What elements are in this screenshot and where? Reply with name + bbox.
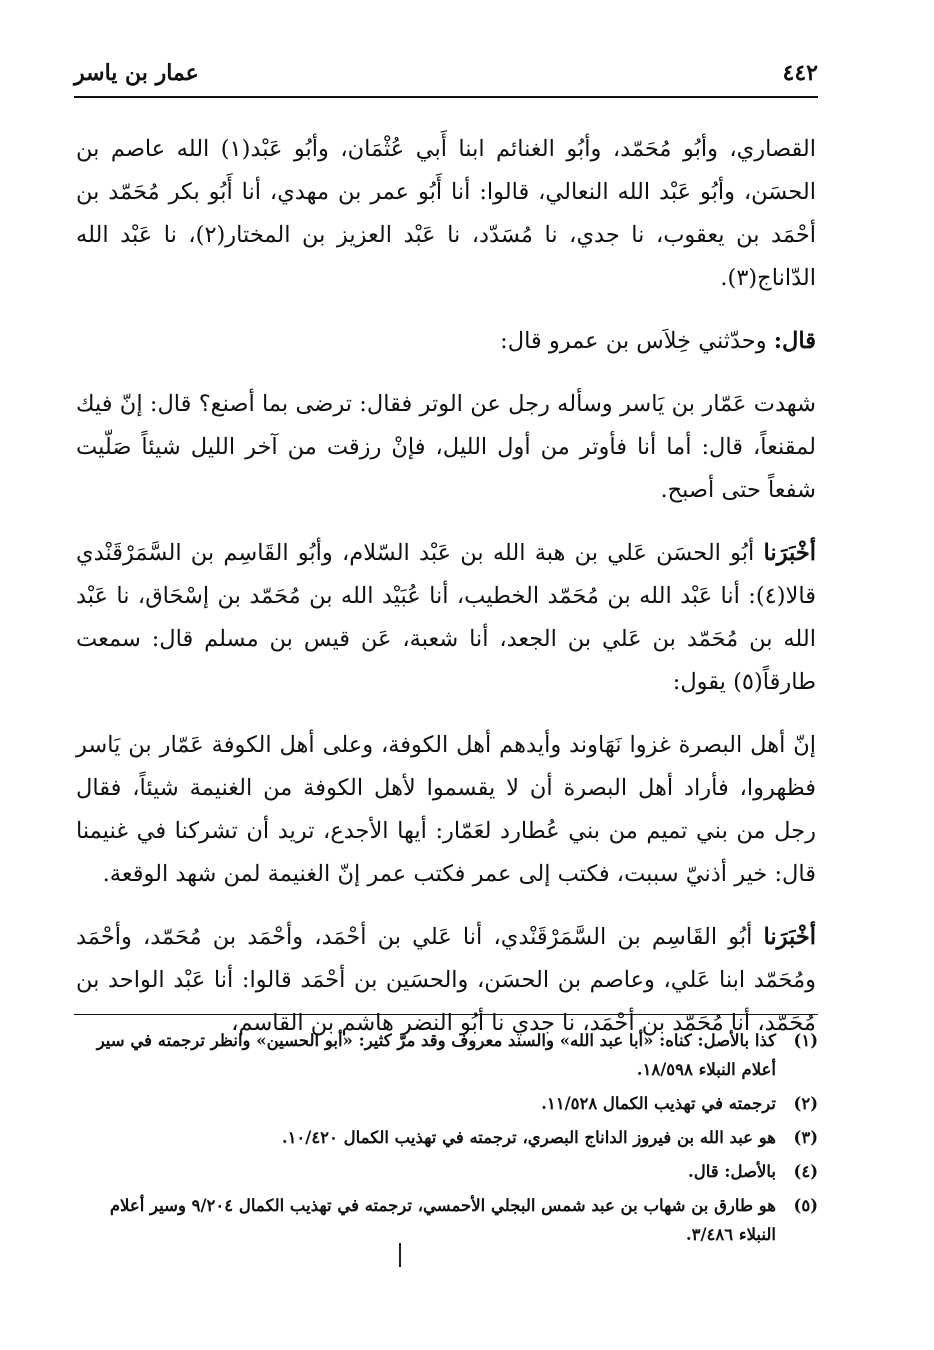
footnote xyxy=(76,1191,818,1249)
page-header xyxy=(74,58,818,92)
paragraph xyxy=(76,128,816,300)
paragraph-text: القصاري، وأبُو مُحَمّد، وأبُو الغنائم ابنا أَبي عُثْمَان، وأبُو عَبْد(١) الله عاصم بن الحسَن، وأبُو عَبْد الله النعالي، قالوا: أنا أَبُو عمر بن مهدي، أنا أَبُو بكر مُحَمّد بن أحْمَد بن يعقوب، نا جدي، نا مُسَدّد، نا عَبْد العزيز بن المختار(٢)، نا عَبْد الله الدّاناج(٣). xyxy=(76,136,817,291)
paragraph xyxy=(76,320,816,363)
paragraph xyxy=(76,532,816,704)
paragraph xyxy=(76,383,816,512)
footnote-number: (٤) xyxy=(793,1162,818,1181)
footnote-number: (٣) xyxy=(793,1128,818,1147)
footnote-divider xyxy=(74,1014,818,1015)
footnote-number: (٥) xyxy=(793,1196,818,1215)
paragraph-lead-word: قال: xyxy=(773,328,816,354)
footnote xyxy=(76,1157,818,1186)
footnote-number: (١) xyxy=(793,1031,818,1050)
footnote-text: بالأصل: قال. xyxy=(687,1162,776,1181)
footnote-text: ترجمته في تهذيب الكمال ١١/٥٢٨. xyxy=(541,1094,776,1113)
paragraph-text: أبُو القَاسِم بن السَّمَرْقَنْدي، أنا عَلي بن أحْمَد، وأحْمَد بن مُحَمّد، وأحْمَد ومُحَمّد ابنا عَلي، وعاصم بن الحسَن، والحسَين بن أحْمَد قالوا: أنا عَبْد الواحد بن مُحَمّد، أنا مُحَمّد بن أحْمَد، نا جدي نا أبُو النضر هاشم بن القاسم، xyxy=(76,924,816,1036)
paragraph-text: إنّ أهل البصرة غزوا نَهَاوند وأيدهم أهل الكوفة، وعلى أهل الكوفة عَمّار بن يَاسر فظهروا، فأراد أهل البصرة أن لا يقسموا لأهل الكوفة من الغنيمة شيئاً، فقال رجل من بني تميم من بني عُطارد لعَمّار: أيها الأجدع، تريد أن تشركنا في غنيمنا قال: خير أذنيّ سببت، فكتب إلى عمر فكتب عمر إنّ الغنيمة لمن شهد الوقعة. xyxy=(76,732,816,887)
paragraph-lead-word: أخْبَرَنا xyxy=(763,924,816,950)
scan-mark xyxy=(399,1243,401,1267)
paragraph-lead-word: أخْبَرَنا xyxy=(763,540,816,566)
footnote-text: كذا بالأصل: كناه: «أبا عبد الله» والسند معروف وقد مرّ كثير: «أبو الحسين» وانظر ترجمته في سير أعلام النبلاء ١٨/٥٩٨. xyxy=(96,1031,776,1079)
page-number: ٤٤٢ xyxy=(782,60,818,86)
footnote xyxy=(76,1026,818,1084)
paragraph-text: وحدّثني خِلاَس بن عمرو قال: xyxy=(500,328,774,354)
paragraph-text: أبُو الحسَن عَلي بن هبة الله بن عَبْد السّلام، وأبُو القَاسِم بن السَّمَرْقَنْدي قالا(٤): أنا عَبْد الله بن مُحَمّد الخطيب، أنا عُبَيْد الله بن مُحَمّد بن إسْحَاق، نا عَبْد الله بن مُحَمّد بن عَلي بن الجعد، أنا شعبة، عَن قيس بن مسلم قال: سمعت طارقاً(٥) يقول: xyxy=(76,540,816,695)
footnote-text: هو عبد الله بن فيروز الداناج البصري، ترجمته في تهذيب الكمال ١٠/٤٢٠. xyxy=(281,1128,776,1147)
running-title: عمار بن ياسر xyxy=(74,60,199,86)
footnote xyxy=(76,1089,818,1118)
footnote-number: (٢) xyxy=(793,1094,818,1113)
main-text xyxy=(76,128,816,1065)
footnote-text: هو طارق بن شهاب بن عبد شمس البجلي الأحمسي، ترجمته في تهذيب الكمال ٩/٢٠٤ وسير أعلام النبلاء ٣/٤٨٦. xyxy=(109,1196,776,1244)
footnotes xyxy=(76,1026,818,1254)
paragraph xyxy=(76,724,816,896)
footnote xyxy=(76,1123,818,1152)
paragraph-text: شهدت عَمّار بن يَاسر وسأله رجل عن الوتر فقال: ترضى بما أصنع؟ قال: إنّ فيك لمقنعاً، قال: أما أنا فأوتر من أول الليل، فإنْ رزقت من آخر الليل شيئاً صَلّيت شفعاً حتى أصبح. xyxy=(76,391,816,503)
header-divider xyxy=(74,96,818,98)
